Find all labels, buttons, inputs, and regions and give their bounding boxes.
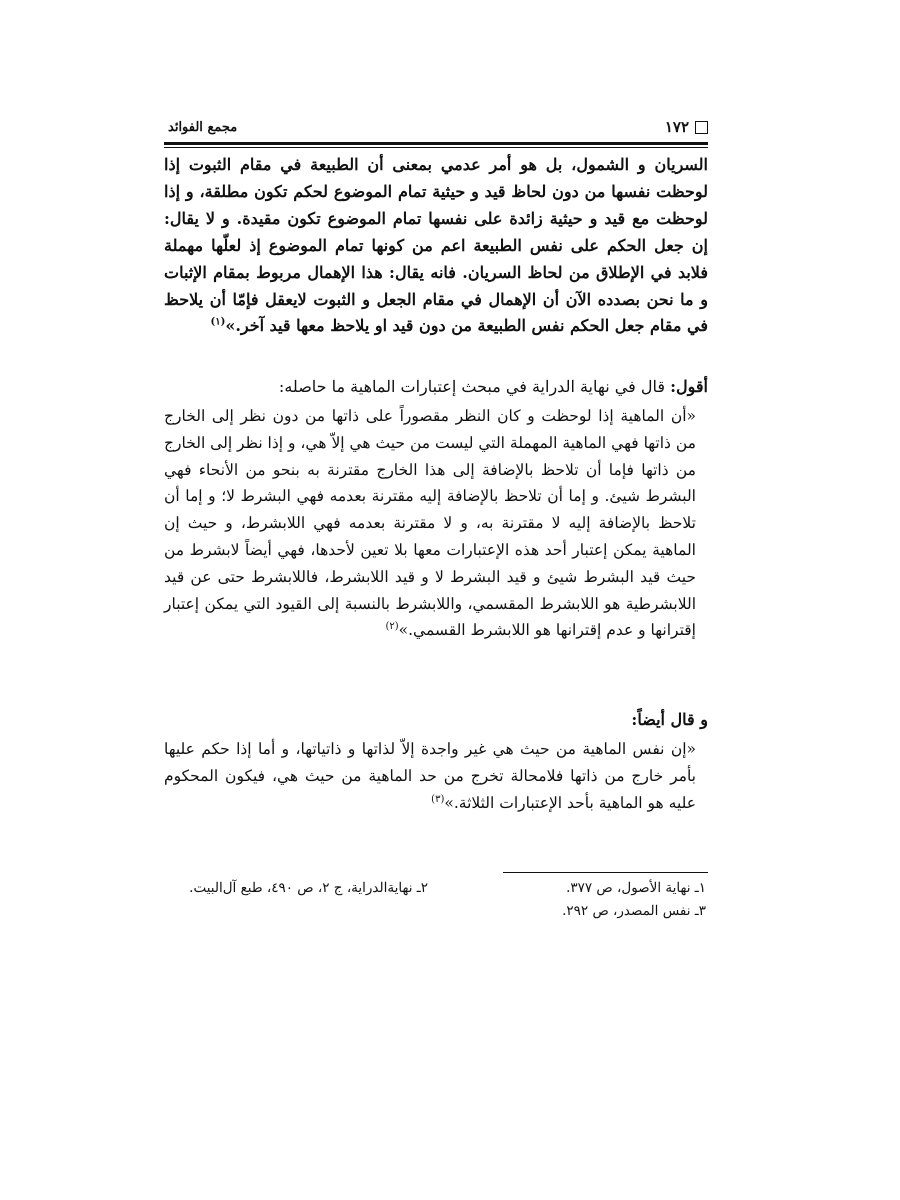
footnote-rule — [503, 872, 708, 873]
qala-aydan-heading: و قال أيضاً: — [631, 710, 708, 729]
square-icon — [695, 121, 708, 134]
book-page — [164, 0, 708, 1200]
footnote-ref-3: (٣) — [431, 793, 445, 805]
footnote-2: ٢ـ نهايةالدراية، ج ٢، ص ٤٩٠، طبع آل‌البيت. — [189, 880, 428, 896]
footnote-3: ٣ـ نفس المصدر، ص ٢٩٢. — [562, 903, 706, 919]
aqul-lead: أقول: — [670, 377, 708, 396]
aqul-text: قال في نهاية الدراية في مبحث إعتبارات الماهية ما حاصله: — [278, 377, 671, 396]
header-rule-thick — [164, 142, 708, 145]
quote-1 — [164, 403, 708, 644]
bold-paragraph — [164, 152, 708, 340]
footnote-1: ١ـ نهاية الأصول، ص ٣٧٧. — [566, 880, 706, 896]
footnote-ref-1: (١) — [210, 317, 226, 329]
page-number: ١٧٢ — [664, 118, 689, 136]
header-rule-thin — [164, 147, 708, 148]
footnote-ref-2: (٢) — [385, 621, 399, 633]
bold-paragraph-text: السريان و الشمول، بل هو أمر عدمي بمعنى أن الطبيعة في مقام الثبوت إذا لوحظت نفسها من دون لحاظ قيد و حيثية تمام الموضوع لحكم تكون مطلقة، و إذا لوحظت مع قيد و حيثية زائدة على نفسها تمام الموضوع تكون مقيدة. و لا يقال: إن جعل الحكم على نفس الطبيعة اعم من كونها تمام الموضوع إذ لعلّها مهملة فلابد في الإطلاق من لحاظ السريان. فانه يقال: هذا الإهمال مربوط بمقام الإثبات و ما نحن بصدده الآن أن الإهمال في مقام الجعل و الثبوت لايعقل فإمّا أن يلاحظ في مقام جعل الحكم نفس الطبيعة من دون قيد او يلاحظ معها قيد آخر.» — [164, 155, 709, 336]
aqul-line — [279, 374, 708, 400]
quote-2-text: «إن نفس الماهية من حيث هي غير واجدة إلاّ لذاتها و ذاتياتها، و أما إذا حكم عليها بأمر خارج من ذاتها فلامحالة تخرج من حد الماهية من حيث هي، فيكون المحكوم عليه هو الماهية بأحد الإعتبارات الثلاثة.» — [164, 740, 696, 812]
page-number-group — [665, 118, 708, 136]
page-header — [164, 118, 708, 140]
quote-1-text: «أن الماهية إذا لوحظت و كان النظر مقصوراً على ذاتها من دون نظر إلى الخارج من ذاتها فهي الماهية المهملة التي ليست من حيث هي إلاّ هي، و إذا نظر إلى الخارج من ذاتها فإما أن تلاحظ بالإضافة إلى هذا الخارج مقترنة به بنحو من الأنحاء فهي البشرط شيئ. و إما أن تلاحظ بالإضافة إليه مقترنة بعدمه فهي البشرط لا؛ و إما أن تلاحظ بالإضافة إليه لا مقترنة به، و لا مقترنة بعدمه فهي اللابشرط، و حيث إن الماهية يمكن إعتبار أحد هذه الإعتبارات معها بلا تعين لأحدها، فهي أيضاً لابشرط من حيث قيد البشرط شيئ و قيد البشرط لا و قيد اللابشرط، فاللابشرط حتى عن قيد اللابشرطية هو اللابشرط المقسمي، واللابشرط بالنسبة إلى القيود التي يمكن إعتبار إقترانها و عدم إقترانها هو اللابشرط القسمي.» — [164, 407, 696, 640]
running-title: مجمع الفوائد — [168, 120, 238, 135]
quote-2 — [164, 736, 708, 816]
